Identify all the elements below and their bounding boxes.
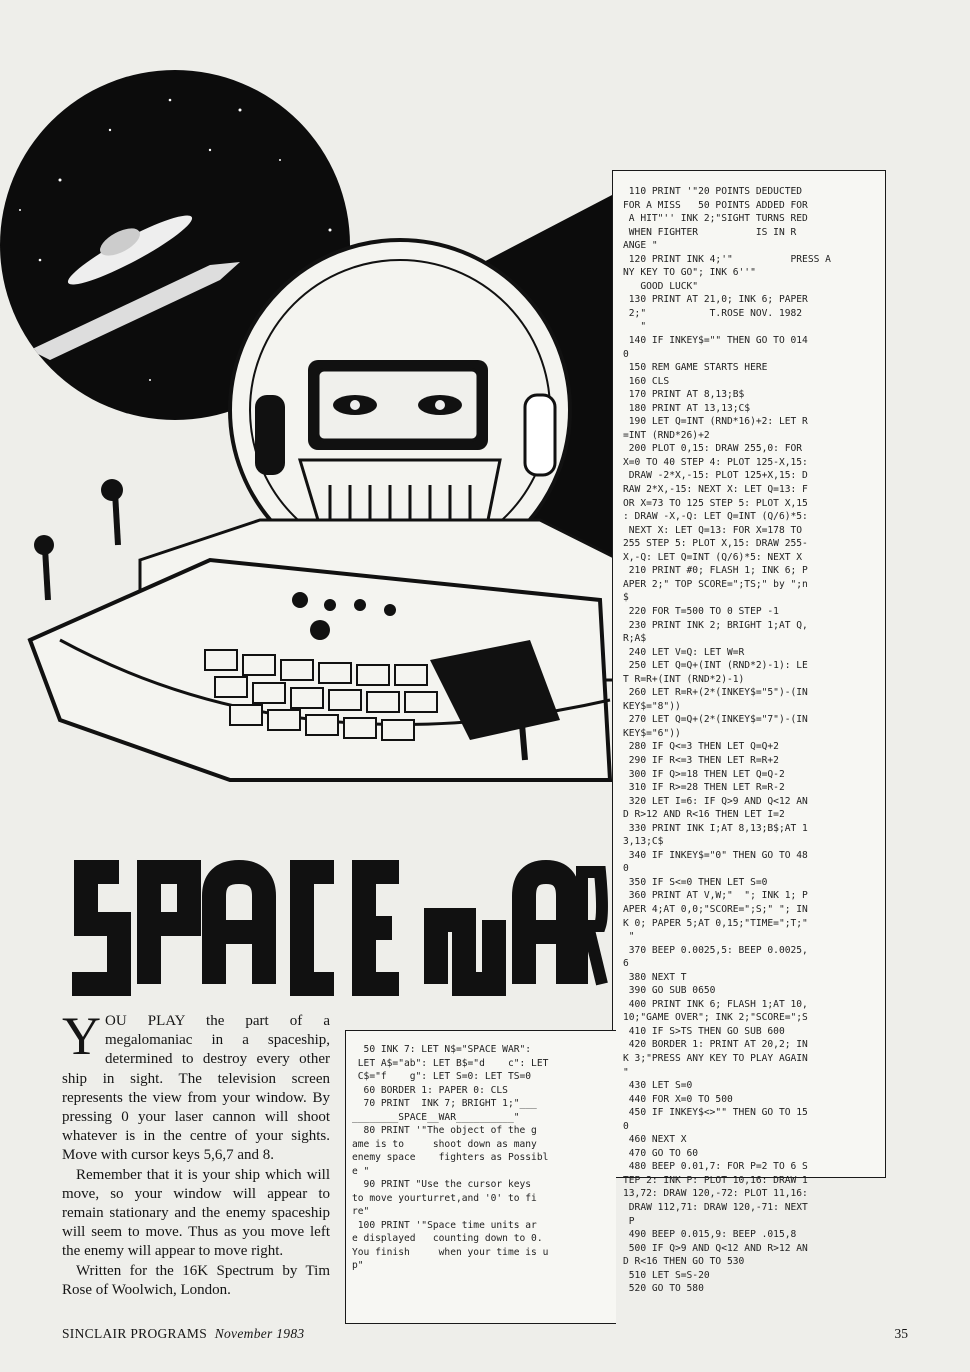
drop-cap: Y bbox=[62, 1006, 101, 1066]
article-intro bbox=[62, 1006, 330, 1300]
intro-paragraph-2: Remember that it is your ship which will move, so your window will appear to remain stationary and the enemy spaceship will seem to move. Thus as you move left the enemy will appear to move right. bbox=[62, 1166, 330, 1260]
page-number: 35 bbox=[894, 1326, 908, 1341]
listing-bottom-text: 50 INK 7: LET N$="SPACE WAR": LET A$="ab": LET B$="d c": LET C$="f g": LET S=0: LET TS=0 60 BORDER 1: PAPER 0: CLS 70 PRINT INK 7; BRIGHT 1;"___ ________SPACE__WAR__________" 80 PRINT '"The object of the g ame is to shoot down as many enemy space fighters as Possibl e " 90 PRINT "Use the cursor keys to move yourturret,and '0' to fi re" 100 PRINT '"Space time units ar e displayed counting down to 0. You finish when your time is u p" bbox=[352, 1044, 549, 1271]
page-footer-left bbox=[62, 1326, 304, 1342]
issue-date: November 1983 bbox=[214, 1326, 305, 1341]
listing-right-text: 110 PRINT '"20 POINTS DEDUCTED FOR A MISS 50 POINTS ADDED FOR A HIT"'' INK 2;"SIGHT TURNS RED WHEN FIGHTER IS IN R ANGE " 120 PRINT INK 4;'" PRESS A NY KEY TO GO"; INK 6''" GOOD LUCK" 130 PRINT AT 21,0; INK 6; PAPER 2;" T.ROSE NOV. 1982 " 140 IF INKEY$="" THEN GO TO 014 0 150 REM GAME STARTS HERE 160 CLS 170 PRINT AT 8,13;B$ 180 PRINT AT 13,13;C$ 190 LET Q=INT (RND*16)+2: LET R =INT (RND*26)+2 200 PLOT 0,15: DRAW 255,0: FOR X=0 TO 40 STEP 4: PLOT 125-X,15: DRAW -2*X,-15: PLOT 125+X,15: D RAW 2*X,-15: NEXT X: LET Q=13: F OR X=73 TO 125 STEP 5: PLOT X,15 : DRAW -X,-Q: LET Q=INT (Q/6)*5: NEXT X: LET Q=13: FOR X=178 TO 255 STEP 5: PLOT X,15: DRAW 255- X,-Q: LET Q=INT (Q/6)*5: NEXT X 210 PRINT #0; FLASH 1; INK 6; P APER 2;" TOP SCORE=";TS;" by ";n $ 220 FOR T=500 TO 0 STEP -1 230 PRINT INK 2; BRIGHT 1;AT Q, R;A$ 240 LET V=Q: LET W=R 250 LET Q=Q+(INT (RND*2)-1): LE T R=R+(INT (RND*2)-1) 260 LET R=R+(2*(INKEY$="5")-(IN KEY$="8")) 270 LET Q=Q+(2*(INKEY$="7")-(IN KEY$="6")) 280 IF Q<=3 THEN LET Q=Q+2 290 IF R<=3 THEN LET R=R+2 300 IF Q>=18 THEN LET Q=Q-2 310 IF R>=28 THEN LET R=R-2 320 LET I=6: IF Q>9 AND Q<12 AN D R>12 AND R<16 THEN LET I=2 330 PRINT INK I;AT 8,13;B$;AT 1 3,13;C$ 340 IF INKEY$="0" THEN GO TO 48 0 350 IF S<=0 THEN LET S=0 360 PRINT AT V,W;" "; INK 1; P APER 4;AT 0,0;"SCORE=";S;" "; IN K 0; PAPER 5;AT 0,15;"TIME=";T;" " 370 BEEP 0.0025,5: BEEP 0.0025, 6 380 NEXT T 390 GO SUB 0650 400 PRINT INK 6; FLASH 1;AT 10, 10;"GAME OVER"; INK 2;"SCORE=";S 410 IF S>TS THEN GO SUB 600 420 BORDER 1: PRINT AT 20,2; IN K 3;"PRESS ANY KEY TO PLAY AGAIN " 430 LET S=0 440 FOR X=0 TO 500 450 IF INKEY$<>"" THEN GO TO 15 0 460 NEXT X 470 GO TO 60 480 BEEP 0.01,7: FOR P=2 TO 6 S TEP 2: INK P: PLOT 10,16: DRAW 1 13,72: DRAW 120,-72: PLOT 11,16: DRAW 112,71: DRAW 120,-71: NEXT P 490 BEEP 0.015,9: BEEP .015,8 500 IF Q>9 AND Q<12 AND R>12 AN D R<16 THEN GO TO 530 510 LET S=S-20 520 GO TO 580 bbox=[623, 186, 831, 1295]
program-listing-right bbox=[612, 170, 886, 1295]
title-lettering bbox=[64, 844, 604, 1004]
magazine-name: SINCLAIR PROGRAMS bbox=[62, 1326, 208, 1341]
title-text: SPACE WAR bbox=[64, 1002, 70, 1003]
program-listing-bottom bbox=[345, 1030, 616, 1324]
intro-para1-text: OU PLAY the part of a megalomaniac in a spaceship, determined to destroy every other ship in sight. The television screen represents the view from your window. By pressing 0 your laser cannon will shoot whatever is in the centre of your sights. Move with cursor keys 5,6,7 and 8. bbox=[62, 1013, 330, 1164]
intro-paragraph-1 bbox=[62, 1006, 330, 1166]
intro-paragraph-3: Written for the 16K Spectrum by Tim Rose of Woolwich, London. bbox=[62, 1262, 330, 1298]
